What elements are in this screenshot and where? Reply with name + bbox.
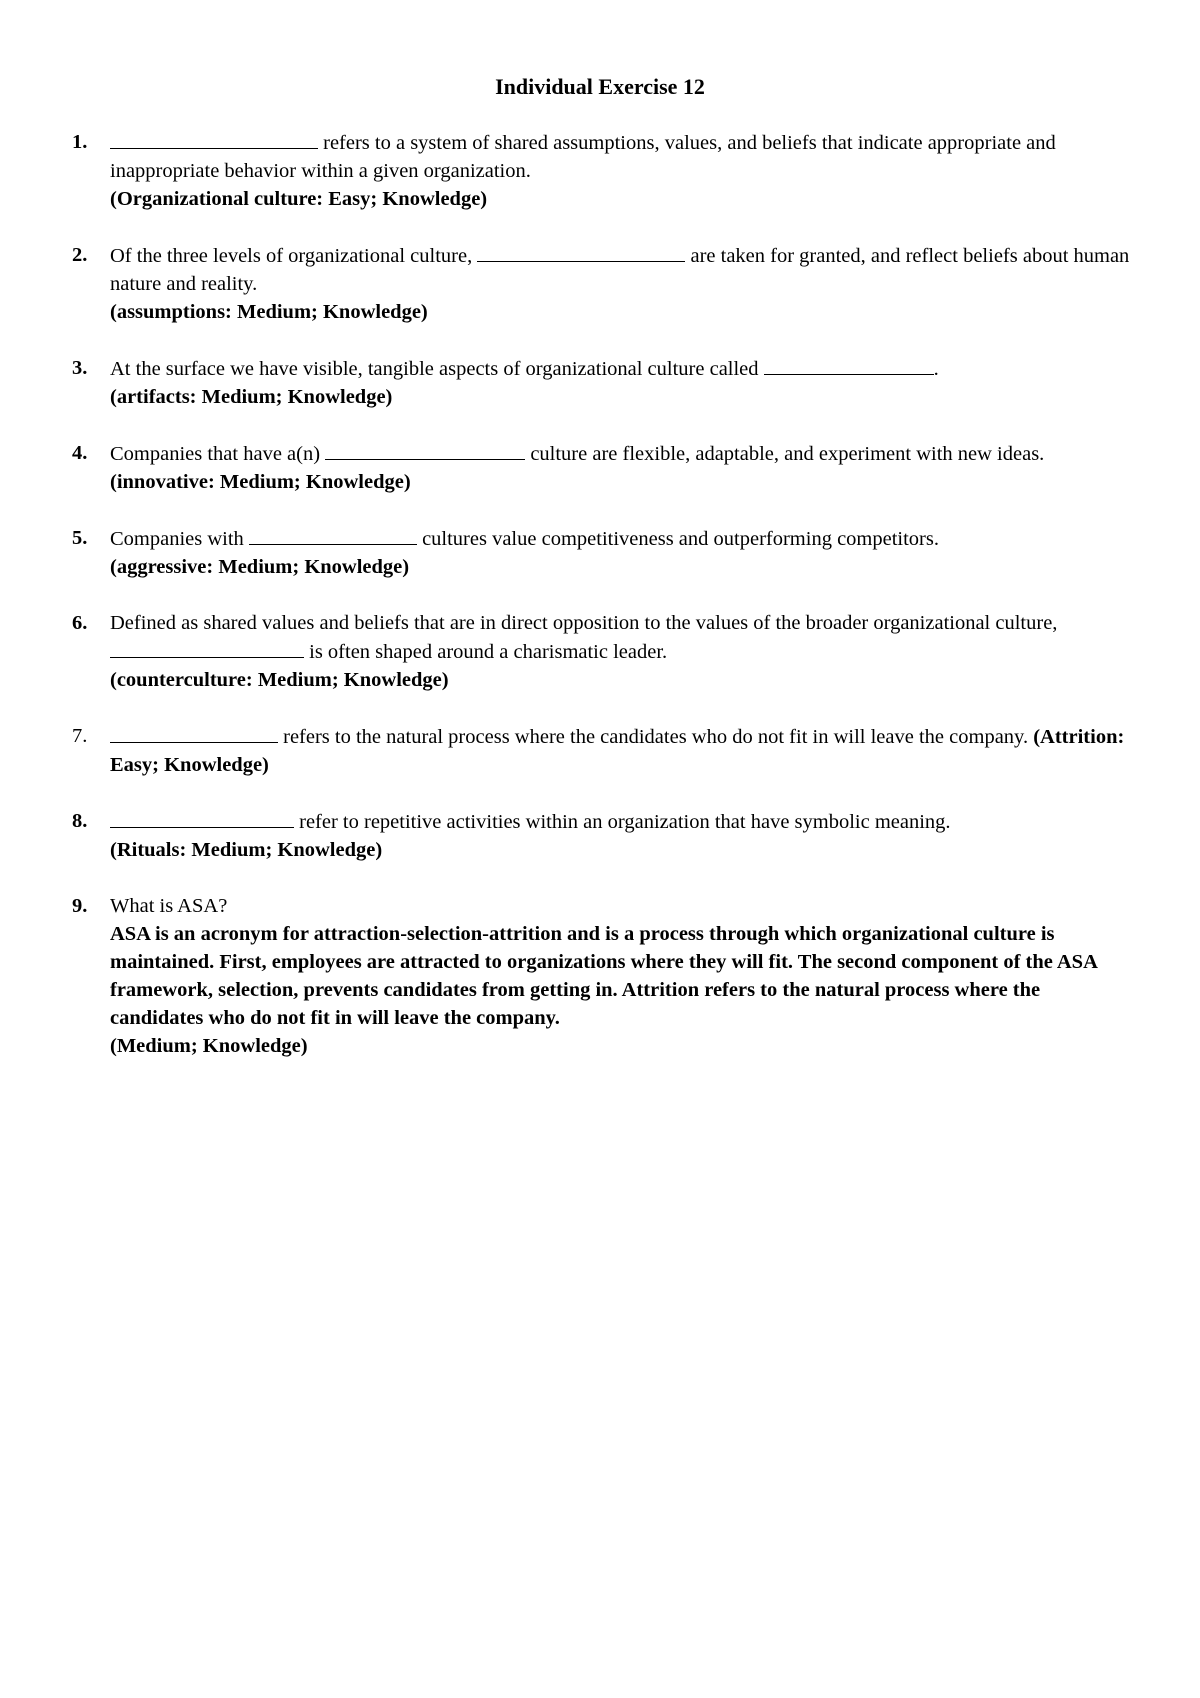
question-4 — [72, 439, 1132, 496]
question-number: 2. — [72, 244, 88, 266]
question-number: 4. — [72, 442, 88, 464]
question-6 — [72, 609, 1132, 694]
question-text: What is ASA? — [110, 895, 228, 917]
question-text: Companies with — [110, 528, 249, 550]
answer-blank — [325, 439, 525, 460]
question-number: 1. — [72, 131, 88, 153]
question-text: is often shaped around a charismatic leader. — [304, 641, 668, 663]
answer-key: (innovative: Medium; Knowledge) — [110, 471, 411, 493]
answer-key: (Attrition: Easy; Knowledge) — [110, 726, 1125, 776]
question-2 — [72, 241, 1132, 326]
question-text: cultures value competitiveness and outperforming competitors. — [416, 528, 939, 550]
question-number: 8. — [72, 810, 88, 832]
question-text: Of the three levels of organizational culture, — [110, 245, 478, 267]
question-8 — [72, 807, 1132, 864]
answer-key: (assumptions: Medium; Knowledge) — [110, 301, 428, 323]
answer-blank — [110, 637, 304, 658]
answer-key: (aggressive: Medium; Knowledge) — [110, 556, 410, 578]
answer-explanation: ASA is an acronym for attraction-selection-attrition and is a process through which organizational culture is maintained. First, employees are attracted to organizations where they will fit. The second component of the ASA framework, selection, prevents candidates from getting in. Attrition refers to the natural process where the candidates who do not fit in will leave the company. — [110, 923, 1097, 1029]
answer-blank — [249, 524, 417, 545]
question-text: culture are flexible, adaptable, and experiment with new ideas. — [525, 443, 1045, 465]
question-text: refers to a system of shared assumptions, values, and beliefs that indicate appropriate and inappropriate behavior within a given organization. — [110, 132, 1056, 182]
answer-key: (counterculture: Medium; Knowledge) — [110, 669, 449, 691]
answer-key: (Organizational culture: Easy; Knowledge) — [110, 188, 488, 210]
answer-blank — [477, 241, 685, 262]
answer-blank — [110, 128, 318, 149]
question-number: 9. — [72, 895, 88, 917]
page-title: Individual Exercise 12 — [495, 74, 705, 99]
answer-key: (Rituals: Medium; Knowledge) — [110, 839, 383, 861]
question-text: refers to the natural process where the candidates who do not fit in will leave the company. — [278, 726, 1034, 748]
question-1 — [72, 128, 1132, 213]
answer-blank — [110, 722, 278, 743]
question-number: 3. — [72, 357, 88, 379]
question-number: 5. — [72, 527, 88, 549]
question-5 — [72, 524, 1132, 581]
question-list — [72, 128, 1132, 1088]
question-text: refer to repetitive activities within an organization that have symbolic meaning. — [294, 811, 951, 833]
answer-blank — [764, 354, 934, 375]
question-text: . — [933, 358, 939, 380]
question-text: Defined as shared values and beliefs that are in direct opposition to the values of the broader organizational culture, — [110, 612, 1058, 634]
answer-blank — [110, 807, 294, 828]
answer-key: (artifacts: Medium; Knowledge) — [110, 386, 393, 408]
question-number: 6. — [72, 612, 88, 634]
question-number: 7. — [72, 725, 88, 747]
question-text: Companies that have a(n) — [110, 443, 326, 465]
question-text: are taken for granted, and reflect beliefs about human nature and reality. — [110, 245, 1130, 295]
answer-key: (Medium; Knowledge) — [110, 1035, 308, 1057]
question-7 — [72, 722, 1132, 779]
question-9 — [72, 892, 1132, 1060]
question-text: At the surface we have visible, tangible aspects of organizational culture called — [110, 358, 764, 380]
question-3 — [72, 354, 1132, 411]
